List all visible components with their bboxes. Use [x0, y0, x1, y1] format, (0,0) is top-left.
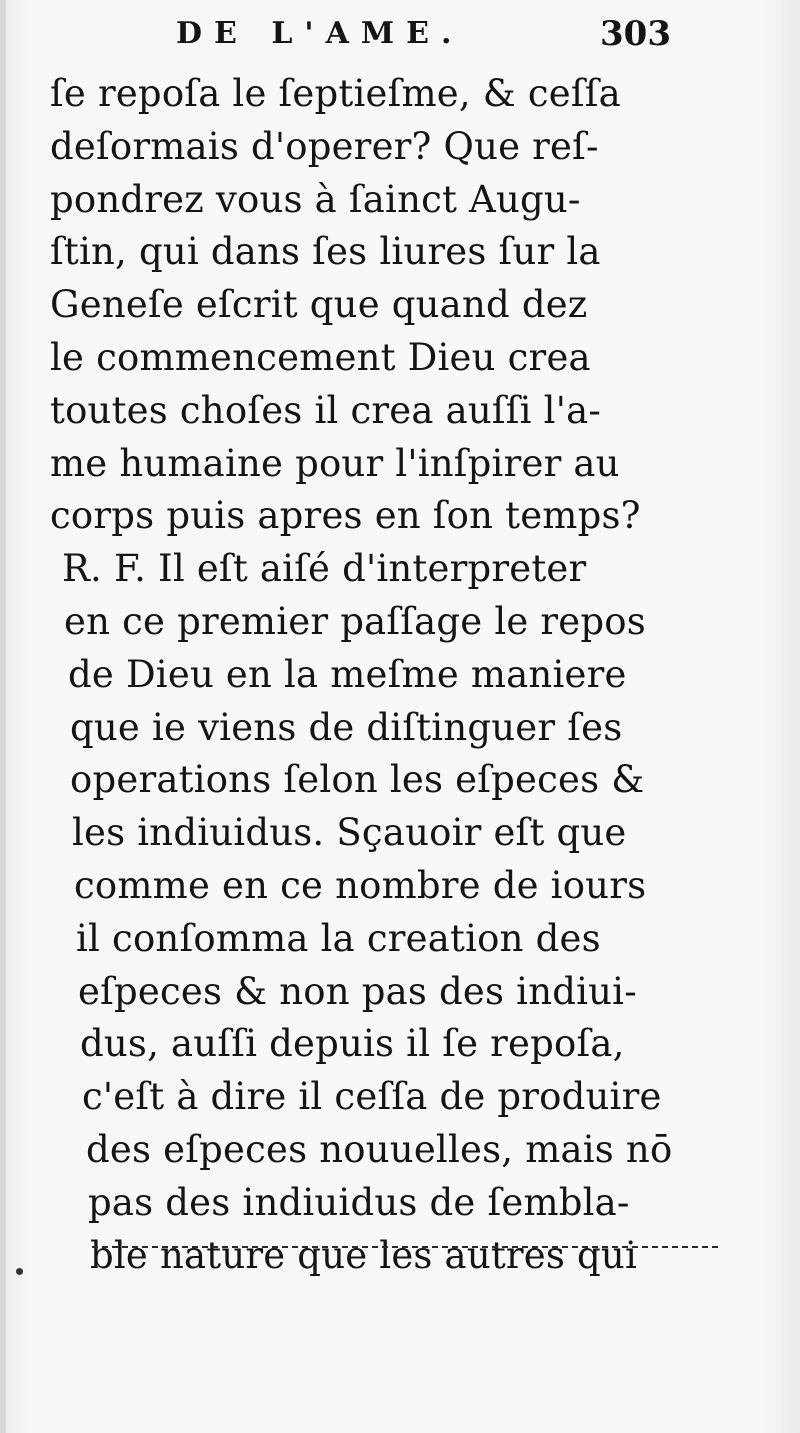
text-line: de Dieu en la meſme maniere: [68, 652, 627, 696]
text-line: ſtin, qui dans ſes liures ſur la: [50, 230, 601, 274]
text-line: les indiuidus. Sçauoir eſt que: [72, 811, 627, 855]
text-line: dus, auſſi depuis il ſe repoſa,: [80, 1022, 625, 1066]
text-line: operations ſelon les eſpeces &: [70, 758, 645, 802]
text-line: pas des indiuidus de ſembla-: [88, 1180, 630, 1224]
text-line: deſormais d'operer? Que reſ-: [50, 124, 599, 168]
text-line: il conſomma la creation des: [76, 916, 601, 960]
page-number: 303: [600, 14, 671, 54]
text-line: que ie viens de diſtinguer ſes: [70, 705, 623, 749]
text-line: des eſpeces nouuelles, mais nō: [86, 1127, 673, 1171]
text-line: ble nature que les autres qui: [90, 1233, 637, 1277]
ink-dot: [16, 1268, 23, 1275]
text-line: R. F. Il eſt aiſé d'interpreter: [62, 547, 587, 591]
page-edge-shadow: [0, 0, 6, 1433]
running-head: [0, 14, 800, 64]
text-line: corps puis apres en ſon temps?: [50, 494, 641, 538]
text-line: en ce premier paſſage le repos: [64, 599, 646, 643]
text-line: eſpeces & non pas des indiui-: [78, 969, 637, 1013]
text-line: le commencement Dieu crea: [50, 335, 591, 379]
running-title: DE L'AME.: [176, 16, 464, 51]
text-line: ſe repoſa le ſeptieſme, & ceſſa: [50, 72, 621, 115]
text-line: toutes choſes il crea auſſi l'a-: [50, 388, 602, 432]
text-line: comme en ce nombre de iours: [74, 863, 647, 907]
body-text: [50, 68, 720, 1282]
text-line: pondrez vous à ſainct Augu-: [50, 177, 581, 221]
bottom-rule: [92, 1238, 718, 1248]
text-line: Geneſe eſcrit que quand dez: [50, 283, 588, 327]
text-line: c'eſt à dire il ceſſa de produire: [82, 1075, 662, 1119]
text-line: me humaine pour l'inſpirer au: [50, 441, 620, 485]
